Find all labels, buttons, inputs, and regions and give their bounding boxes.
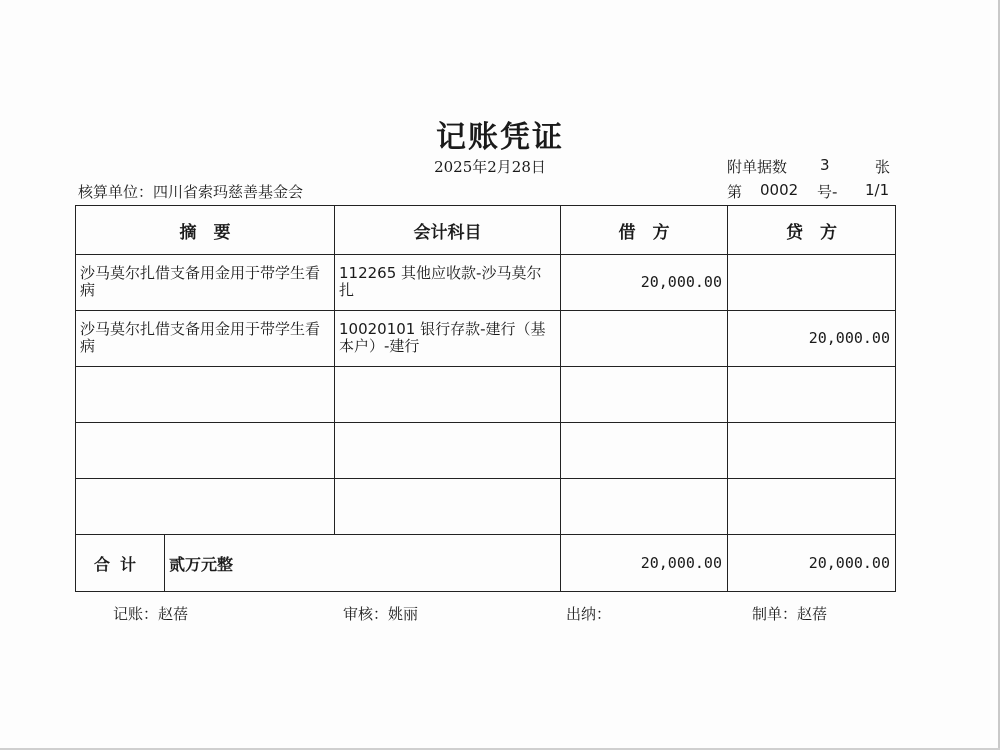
row-credit: [728, 479, 896, 535]
header-account: 会计科目: [335, 206, 561, 255]
table-row: [76, 479, 896, 535]
row-summary-text: 沙马莫尔扎借支备用金用于带学生看病: [80, 264, 321, 299]
row-credit-amount: 20,000.00: [808, 329, 890, 347]
header-debit: 借 方: [561, 206, 728, 255]
row-summary-text: [76, 367, 334, 377]
row-debit: [561, 367, 728, 423]
row-summary-text: [76, 423, 334, 433]
row-summary: [76, 255, 335, 311]
number-suffix: 号-: [817, 183, 838, 201]
unit-label: 核算单位：: [78, 183, 154, 201]
unit-name: 四川省索玛慈善基金会: [153, 183, 304, 201]
total-label: 合计: [76, 535, 165, 591]
total-debit: 20,000.00: [561, 535, 728, 592]
voucher-date: 2025年2月28日: [434, 158, 546, 176]
header-summary: 摘 要: [76, 206, 335, 255]
attachments-count: 3: [820, 156, 830, 174]
total-amount-in-words: 贰万元整: [169, 554, 234, 574]
row-credit: [728, 255, 896, 311]
row-summary: [76, 367, 335, 423]
row-account-text: [335, 367, 560, 377]
table-row: [76, 423, 896, 479]
row-credit: [728, 311, 896, 367]
row-account: [335, 367, 561, 423]
footer-bookkeeper: 记账：赵蓓: [113, 605, 189, 623]
table-row: [76, 367, 896, 423]
row-account-text: 10020101 银行存款-建行（基本户）-建行: [339, 320, 546, 355]
number-value: 0002: [760, 181, 799, 199]
row-debit: [561, 255, 728, 311]
row-account-text: [335, 423, 560, 433]
footer-cashier: 出纳：: [566, 605, 612, 623]
row-debit: [561, 479, 728, 535]
number-prefix: 第: [727, 183, 743, 201]
attachments-label: 附单据数: [727, 158, 788, 176]
row-summary: [76, 479, 335, 535]
voucher-number: [727, 181, 897, 202]
row-debit-amount: 20,000.00: [640, 273, 722, 291]
row-summary: [76, 423, 335, 479]
row-summary: [76, 311, 335, 367]
row-account: [335, 479, 561, 535]
header-credit: 贷 方: [728, 206, 896, 255]
row-account: [335, 311, 561, 367]
table-row: [76, 255, 896, 311]
row-summary-text: 沙马莫尔扎借支备用金用于带学生看病: [80, 320, 321, 355]
row-summary-text: [76, 479, 334, 489]
total-credit: 20,000.00: [728, 535, 896, 592]
row-credit: [728, 367, 896, 423]
accounting-unit: [78, 181, 303, 202]
table-row: [76, 311, 896, 367]
row-account: [335, 255, 561, 311]
table-header-row: [76, 206, 896, 255]
row-debit: [561, 311, 728, 367]
row-debit: [561, 423, 728, 479]
footer-preparer: 制单：赵蓓: [752, 605, 828, 623]
footer-reviewer: 审核：姚丽: [343, 605, 419, 623]
page-indicator: 1/1: [865, 181, 890, 199]
voucher-title: 记账凭证: [436, 120, 564, 155]
attachments-unit: 张: [875, 158, 891, 176]
attachments-info: [727, 156, 897, 177]
total-row: [76, 535, 896, 592]
ledger-table: [75, 205, 896, 592]
total-cell: [76, 535, 561, 592]
row-account: [335, 423, 561, 479]
row-account-text: 112265 其他应收款-沙马莫尔扎: [339, 264, 542, 299]
row-account-text: [335, 479, 560, 489]
row-credit: [728, 423, 896, 479]
